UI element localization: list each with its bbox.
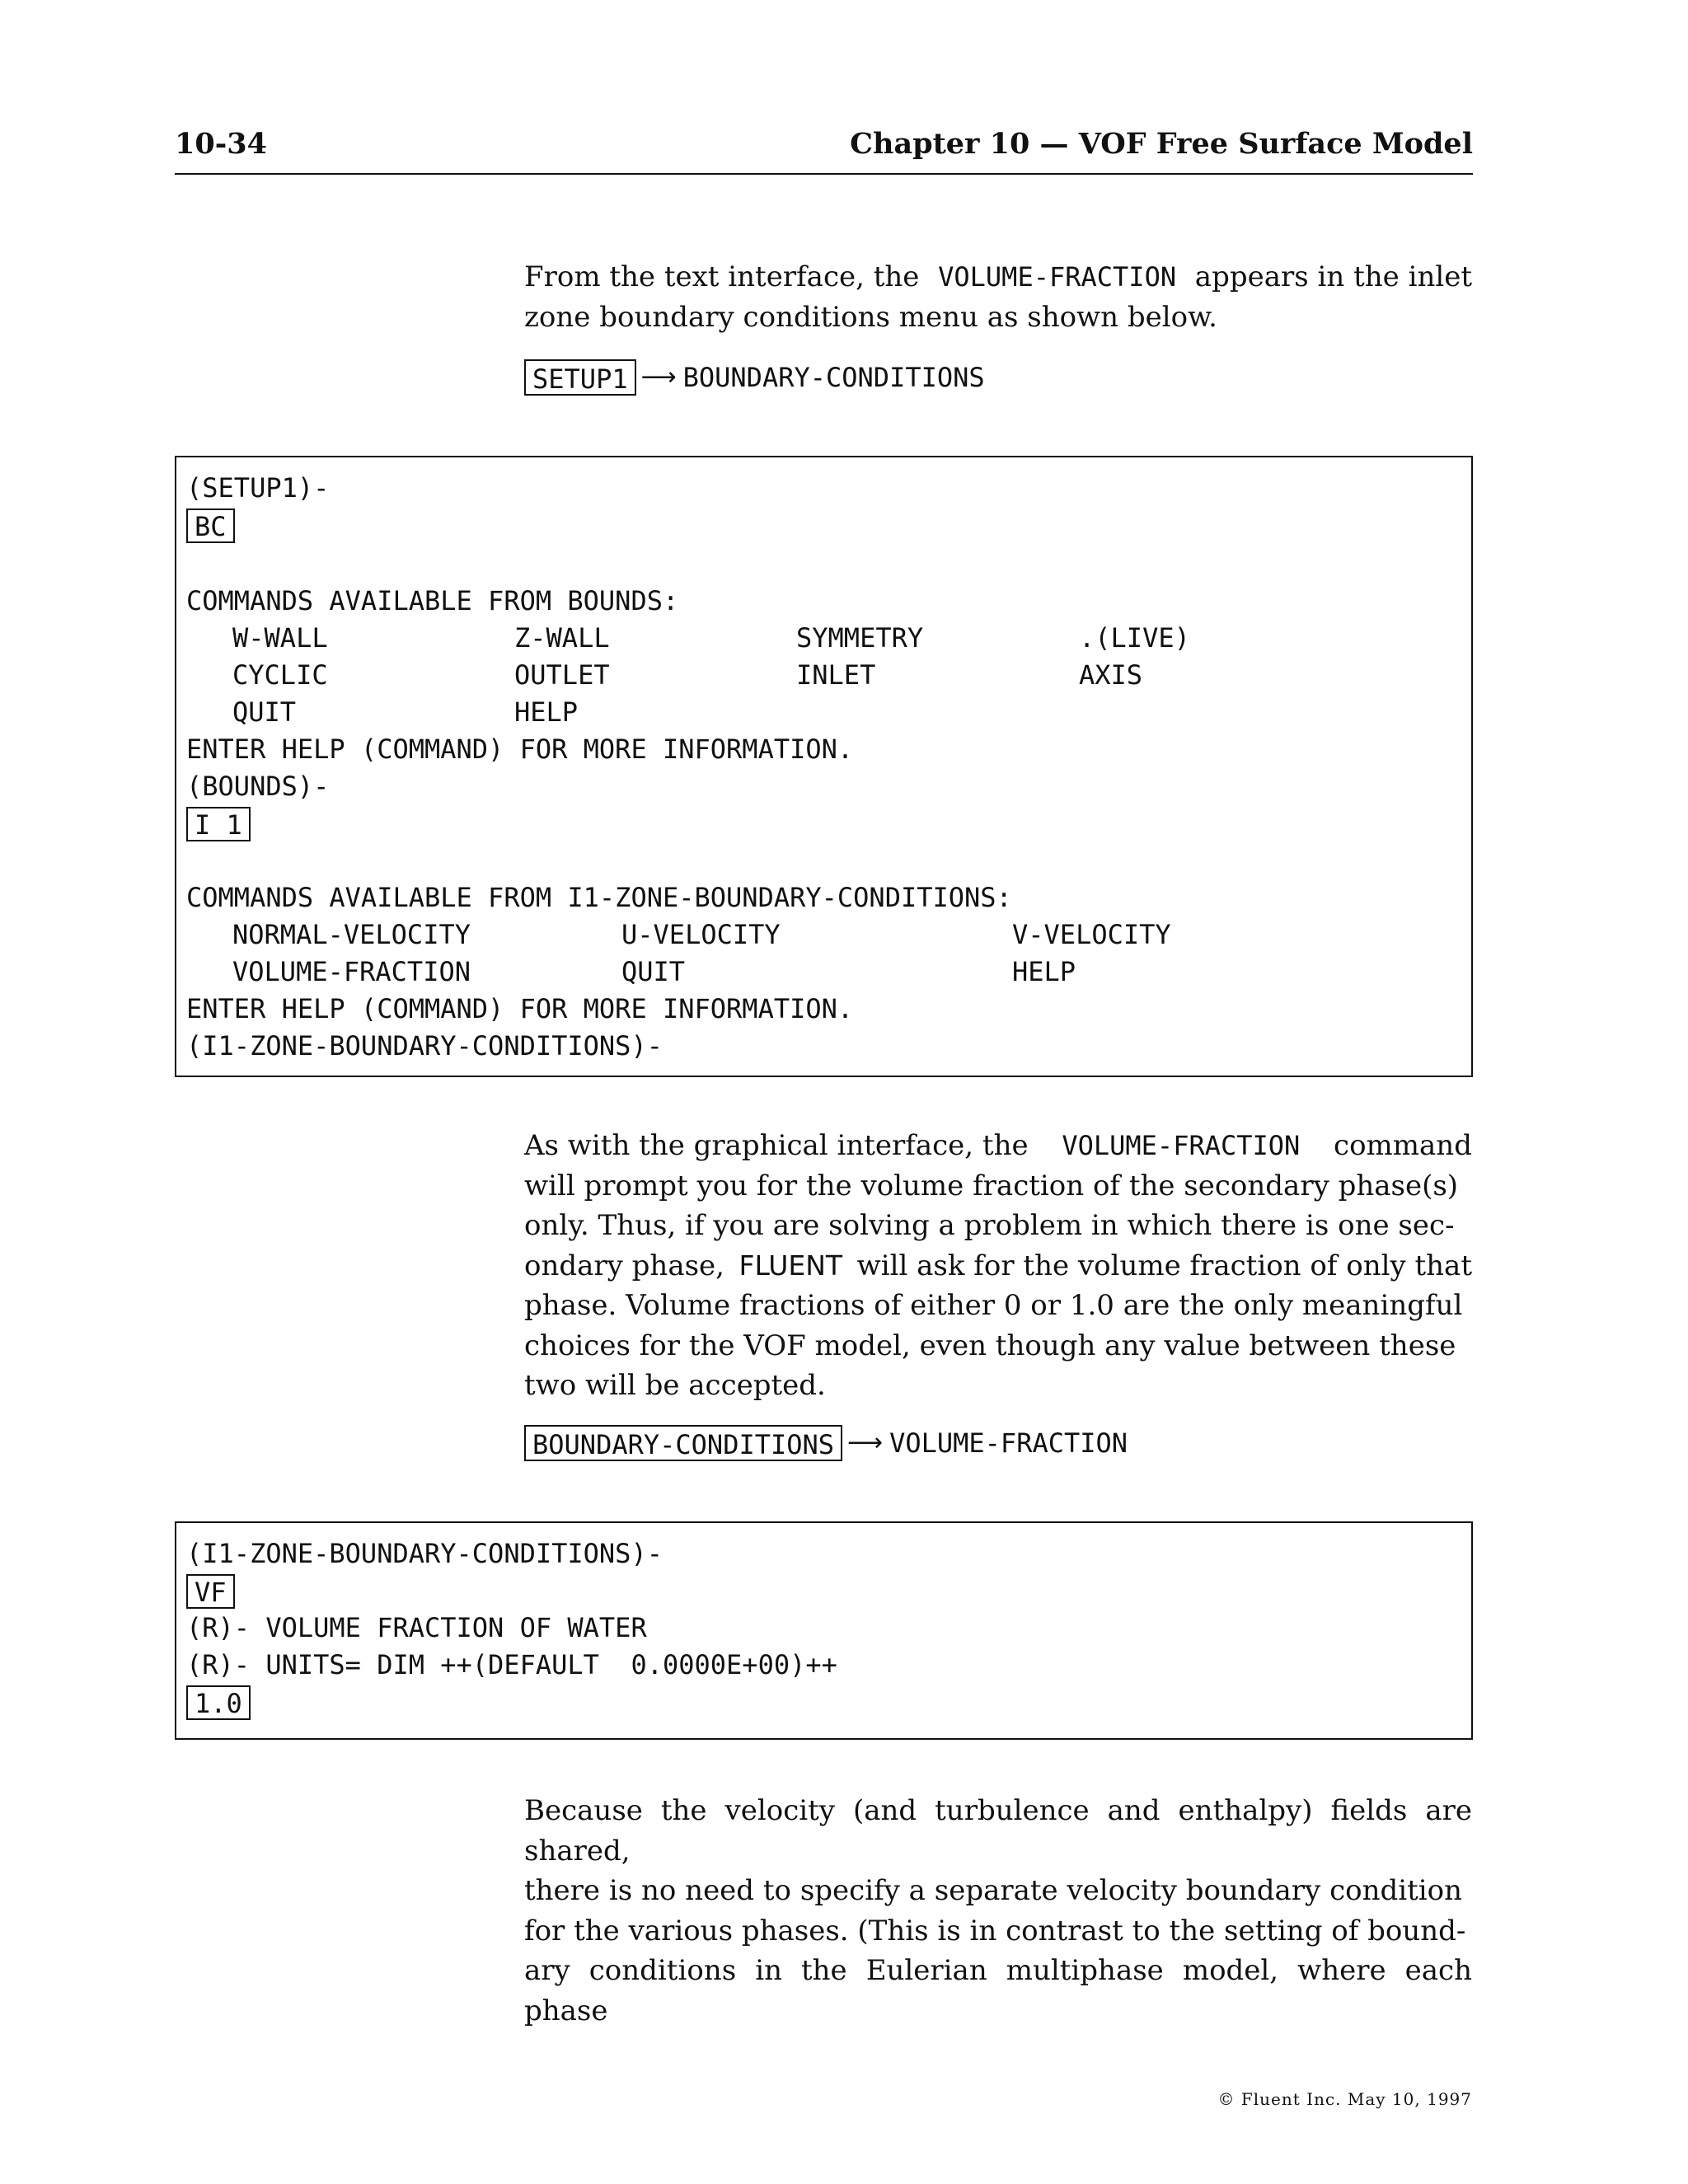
para2-line-4 (524, 1246, 1472, 1286)
cmd-zone-help[interactable]: HELP (1012, 956, 1076, 987)
console-volume-fraction (175, 1521, 1473, 1740)
line-volume-fraction-of-water: (R)- VOLUME FRACTION OF WATER (186, 1612, 647, 1643)
console-bounds (175, 456, 1473, 1077)
intro-paragraph (524, 257, 1472, 337)
prompt-bounds: (BOUNDS)- (186, 771, 330, 802)
boundary-conditions-target: BOUNDARY-CONDITIONS (682, 362, 985, 393)
para2-text-c: ondary phase, (524, 1249, 724, 1282)
chapter-title: Chapter 10 — VOF Free Surface Model (850, 127, 1473, 161)
para2-line-1 (524, 1126, 1472, 1166)
velocity-paragraph (524, 1791, 1472, 2031)
volume-fraction-paragraph (524, 1126, 1472, 1406)
cmd-z-wall[interactable]: Z-WALL (514, 622, 610, 654)
input-bc[interactable]: BC (186, 509, 235, 543)
input-value[interactable]: 1.0 (186, 1685, 251, 1720)
para3-line-1: Because the velocity (and turbulence and enthalpy) fields are shared, (524, 1794, 1472, 1868)
intro-line-1 (524, 257, 1472, 298)
bounds-header: COMMANDS AVAILABLE FROM BOUNDS: (186, 585, 679, 616)
help-hint-1: ENTER HELP (COMMAND) FOR MORE INFORMATION. (186, 733, 854, 765)
para2-text-a: As with the graphical interface, the (524, 1129, 1029, 1162)
zone-header: COMMANDS AVAILABLE FROM I1-ZONE-BOUNDARY-CONDITIONS: (186, 882, 1012, 913)
volume-fraction-code: VOLUME-FRACTION (1062, 1130, 1301, 1161)
cmd-volume-fraction[interactable]: VOLUME-FRACTION (232, 956, 471, 987)
cmd-cyclic[interactable]: CYCLIC (232, 659, 328, 691)
cmd-outlet[interactable]: OUTLET (514, 659, 610, 691)
line-units-default: (R)- UNITS= DIM ++(DEFAULT 0.0000E+00)++ (186, 1649, 837, 1680)
cmd-symmetry[interactable]: SYMMETRY (796, 622, 924, 654)
intro-text-b: appears in the inlet (1194, 260, 1472, 293)
para2-line-2: will prompt you for the volume fraction of the secondary phase(s) (524, 1169, 1459, 1202)
setup1-key[interactable]: SETUP1 (524, 359, 636, 396)
cmd-u-velocity[interactable]: U-VELOCITY (621, 919, 781, 950)
arrow-icon: ⟶ (640, 363, 677, 391)
input-i1[interactable]: I 1 (186, 807, 251, 841)
page-header (175, 124, 1473, 175)
cmd-v-velocity[interactable]: V-VELOCITY (1012, 919, 1171, 950)
menu-path-setup1 (524, 359, 985, 396)
input-vf[interactable]: VF (186, 1574, 235, 1609)
cmd-w-wall[interactable]: W-WALL (232, 622, 328, 654)
cmd-normal-velocity[interactable]: NORMAL-VELOCITY (232, 919, 471, 950)
para2-line-5: phase. Volume fractions of either 0 or 1.0 are the only meaningful (524, 1289, 1463, 1322)
prompt-setup1: (SETUP1)- (186, 472, 330, 504)
cmd-help[interactable]: HELP (514, 696, 579, 728)
fluent-brand: FLUENT (738, 1249, 843, 1282)
copyright-footer: © Fluent Inc. May 10, 1997 (1217, 2089, 1472, 2109)
intro-text-a: From the text interface, the (524, 260, 920, 293)
para3-line-3: for the various phases. (This is in contrast to the setting of bound- (524, 1914, 1466, 1947)
prompt-zone: (I1-ZONE-BOUNDARY-CONDITIONS)- (186, 1030, 663, 1062)
help-hint-2: ENTER HELP (COMMAND) FOR MORE INFORMATION. (186, 993, 854, 1024)
para2-text-b: command (1334, 1129, 1472, 1162)
para2-line-6: choices for the VOF model, even though any value between these (524, 1329, 1456, 1362)
para2-text-d: will ask for the volume fraction of only that (856, 1249, 1472, 1282)
volume-fraction-code: VOLUME-FRACTION (938, 261, 1177, 293)
volume-fraction-target: VOLUME-FRACTION (889, 1427, 1128, 1459)
boundary-conditions-key[interactable]: BOUNDARY-CONDITIONS (524, 1425, 842, 1461)
cmd-zone-quit[interactable]: QUIT (621, 956, 686, 987)
arrow-icon: ⟶ (847, 1428, 884, 1457)
cmd-live[interactable]: .(LIVE) (1079, 622, 1190, 654)
para3-line-2: there is no need to specify a separate velocity boundary condition (524, 1874, 1463, 1907)
intro-line-2: zone boundary conditions menu as shown below. (524, 300, 1217, 334)
para3-line-4: ary conditions in the Eulerian multiphase model, where each phase (524, 1954, 1472, 2027)
para2-line-7: two will be accepted. (524, 1369, 826, 1402)
page-number: 10-34 (175, 127, 267, 161)
prompt-zone-2: (I1-ZONE-BOUNDARY-CONDITIONS)- (186, 1538, 663, 1569)
cmd-quit[interactable]: QUIT (232, 696, 297, 728)
cmd-axis[interactable]: AXIS (1079, 659, 1143, 691)
para2-line-3: only. Thus, if you are solving a problem in which there is one sec- (524, 1209, 1455, 1242)
menu-path-boundary-conditions (524, 1424, 1128, 1462)
cmd-inlet[interactable]: INLET (796, 659, 876, 691)
